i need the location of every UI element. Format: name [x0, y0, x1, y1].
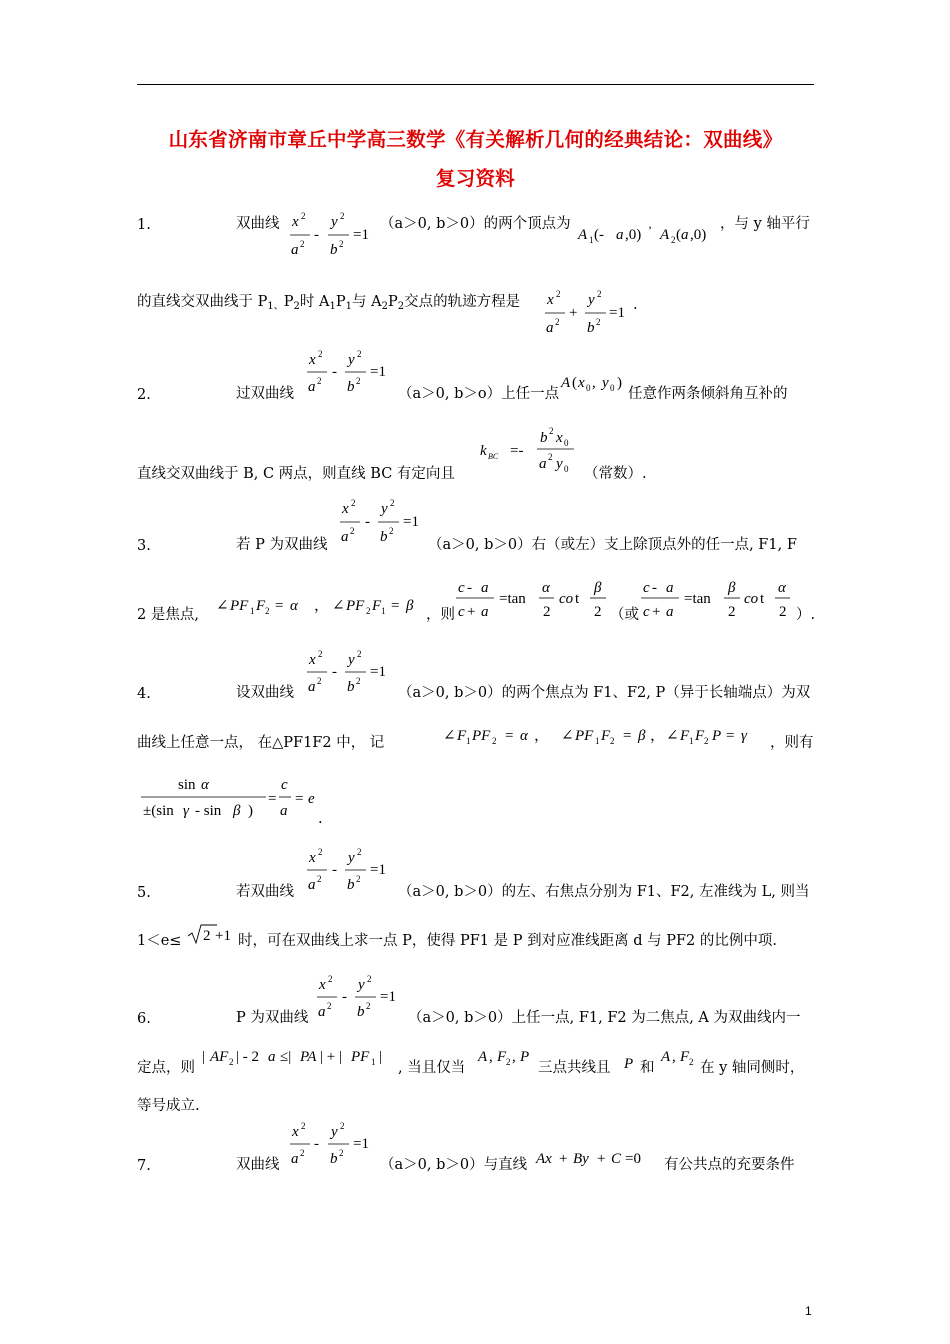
svg-text:=: = [505, 728, 514, 744]
svg-text:2: 2 [317, 376, 322, 386]
item-5-text: 时，可在双曲线上求一点 P，使得 PF1 是 P 到对应准线距离 d 与 PF2 的比例中项. [238, 933, 777, 949]
svg-text:2: 2 [350, 526, 355, 536]
svg-text:2: 2 [556, 289, 561, 299]
formula-angles-4 [443, 728, 748, 746]
svg-text:-: - [342, 989, 347, 1005]
svg-text:2: 2 [300, 1148, 305, 1158]
svg-text:=: = [275, 598, 284, 614]
svg-text:2: 2 [318, 649, 323, 659]
formula-hyperbola-7 [290, 1121, 369, 1167]
svg-text:0: 0 [564, 438, 569, 448]
svg-text:a: a [481, 604, 489, 620]
svg-text:x: x [292, 1124, 299, 1140]
svg-text:1: 1 [381, 606, 386, 616]
item-3-text: 若 P 为双曲线 [236, 537, 328, 553]
formula-hyperbola-4 [307, 649, 386, 695]
item-4-text: 曲线上任意一点， 在△PF1F2 中， 记 [137, 735, 385, 751]
item-3-number: 3. [137, 538, 151, 554]
svg-text:| + |: | + | [320, 1049, 342, 1065]
svg-text:-: - [332, 364, 337, 380]
svg-text:2: 2 [357, 649, 362, 659]
svg-text:2: 2 [367, 974, 372, 984]
svg-text:2: 2 [356, 376, 361, 386]
svg-text:-: - [467, 580, 472, 596]
svg-text:=tan: =tan [684, 591, 711, 607]
svg-text:+: + [597, 1151, 606, 1167]
svg-text:c: c [643, 580, 650, 596]
svg-text:,: , [672, 1049, 676, 1065]
formula-points-AF2 [660, 1049, 694, 1067]
svg-text:c: c [281, 777, 288, 793]
svg-text:∠: ∠ [443, 728, 456, 744]
svg-text:): ) [617, 375, 622, 391]
item-1-text: ，与 y 轴平行 [720, 216, 810, 232]
svg-text:α: α [542, 580, 550, 596]
svg-text:Ax: Ax [536, 1151, 552, 1167]
svg-text:1: 1 [589, 235, 594, 245]
svg-text:=1: =1 [370, 664, 386, 680]
item-4-text: （a＞0, b＞0）的两个焦点为 F1、F2, P（异于长轴端点）为双 [398, 685, 811, 701]
formula-eccentricity [141, 777, 315, 819]
svg-text:2: 2 [671, 235, 676, 245]
svg-text:PF: PF [575, 728, 594, 744]
svg-text:PF: PF [472, 728, 491, 744]
svg-text:2: 2 [301, 211, 306, 221]
item-2-text: 任意作两条倾斜角互补的 [628, 386, 788, 402]
svg-text:x: x [578, 375, 585, 391]
svg-text:y: y [602, 375, 609, 391]
item-3-text: （或 [610, 607, 639, 623]
doc-title: 山东省济南市章丘中学高三数学《有关解析几何的经典结论：双曲线》 [168, 128, 783, 151]
svg-text:y: y [556, 456, 563, 472]
svg-text:，: ， [314, 598, 330, 614]
svg-text:y: y [588, 292, 595, 308]
item-2-number: 2. [137, 387, 151, 403]
svg-text:2: 2 [597, 289, 602, 299]
svg-text:a: a [546, 320, 554, 336]
svg-text:+: + [652, 604, 661, 620]
item-6-text: 等号成立. [137, 1098, 200, 1114]
svg-text:a: a [291, 1151, 299, 1167]
svg-text:F: F [372, 598, 382, 614]
svg-text:2: 2 [356, 874, 361, 884]
svg-text:F: F [680, 728, 690, 744]
svg-text:2: 2 [594, 604, 602, 620]
svg-text:2: 2 [610, 736, 615, 746]
svg-text:2: 2 [318, 847, 323, 857]
svg-text:2: 2 [203, 928, 211, 944]
svg-text:P: P [712, 728, 722, 744]
item-5-text: （a＞0, b＞0）的左、右焦点分别为 F1、F2, 左准线为 L, 则当 [398, 884, 810, 900]
svg-text:+: + [569, 305, 578, 321]
item-4-text: ，则有 [770, 735, 814, 751]
svg-text:A: A [478, 1049, 488, 1065]
item-6-text: 在 y 轴同侧时， [700, 1060, 805, 1076]
formula-vertices [577, 223, 706, 245]
svg-text:a: a [308, 877, 316, 893]
svg-text:α: α [520, 728, 528, 744]
svg-text:2: 2 [390, 498, 395, 508]
svg-text:∠: ∠ [216, 598, 229, 614]
svg-text:+: + [467, 604, 476, 620]
svg-text:a: a [539, 456, 547, 472]
svg-text:(: ( [676, 227, 681, 243]
item-4-text: 设双曲线 [236, 685, 294, 701]
svg-text:2: 2 [548, 452, 553, 462]
svg-text:2: 2 [318, 349, 323, 359]
item-6-text: 定点，则 [137, 1060, 195, 1076]
svg-text:P: P [520, 1049, 530, 1065]
svg-text:2: 2 [328, 974, 333, 984]
svg-text:-: - [314, 227, 319, 243]
svg-text:2: 2 [340, 211, 345, 221]
svg-text:=tan: =tan [499, 591, 526, 607]
svg-text:=: = [726, 728, 735, 744]
svg-text:α: α [201, 777, 209, 793]
svg-text:=: = [623, 728, 632, 744]
svg-text:2: 2 [327, 1001, 332, 1011]
svg-text:±(sin: ±(sin [143, 803, 174, 819]
svg-text:=1: =1 [353, 227, 369, 243]
svg-text:2: 2 [389, 526, 394, 536]
svg-text:2: 2 [596, 317, 601, 327]
svg-text:1: 1 [595, 736, 600, 746]
svg-text:| - 2: | - 2 [236, 1049, 259, 1065]
svg-text:2: 2 [356, 676, 361, 686]
svg-text:1: 1 [371, 1057, 376, 1067]
svg-text:2: 2 [555, 317, 560, 327]
svg-text:2: 2 [366, 1001, 371, 1011]
svg-text:F: F [457, 728, 467, 744]
svg-text:2: 2 [317, 874, 322, 884]
svg-text:F: F [601, 728, 611, 744]
item-6-text: , 当且仅当 [398, 1060, 466, 1076]
svg-text:2: 2 [340, 1121, 345, 1131]
svg-text:a: a [268, 1049, 276, 1065]
svg-text:a: a [308, 679, 316, 695]
svg-text:=-: =- [510, 443, 524, 459]
svg-text:2: 2 [704, 736, 709, 746]
formula-hyperbola-3 [340, 498, 419, 545]
svg-text:F: F [256, 598, 266, 614]
svg-text:|: | [202, 1049, 206, 1065]
svg-text:k: k [480, 443, 487, 459]
svg-text:x: x [292, 214, 299, 230]
doc-subtitle: 复习资料 [435, 167, 516, 190]
item-5-number: 5. [137, 885, 151, 901]
svg-text:2: 2 [300, 239, 305, 249]
svg-text:F: F [680, 1049, 690, 1065]
svg-text:- sin: - sin [195, 803, 222, 819]
svg-text:b: b [540, 430, 548, 446]
svg-text:=1: =1 [353, 1136, 369, 1152]
svg-text:2: 2 [549, 426, 554, 436]
svg-text:y: y [381, 501, 388, 517]
svg-text:1: 1 [250, 606, 255, 616]
svg-text:y: y [348, 652, 355, 668]
svg-text:+1: +1 [215, 928, 231, 944]
svg-text:2: 2 [339, 239, 344, 249]
svg-text:α: α [778, 580, 786, 596]
formula-hyperbola-1 [290, 211, 369, 258]
svg-text:=1: =1 [370, 364, 386, 380]
svg-text:β: β [594, 580, 602, 596]
formula-inequality [202, 1049, 382, 1067]
svg-text:2: 2 [229, 1057, 234, 1067]
svg-text:+: + [559, 1151, 568, 1167]
item-7-text: 有公共点的充要条件 [664, 1157, 795, 1173]
svg-text:a: a [681, 227, 689, 243]
svg-text:2: 2 [779, 604, 787, 620]
item-6-text: 三点共线且 [538, 1060, 611, 1076]
svg-text:2: 2 [689, 1057, 694, 1067]
svg-text:2: 2 [543, 604, 551, 620]
svg-text:|: | [379, 1049, 383, 1065]
svg-text:α: α [290, 598, 298, 614]
svg-text:0: 0 [586, 383, 591, 393]
item-2-text: （常数）. [584, 466, 647, 482]
item-1-text: （a＞0, b＞0）的两个顶点为 [380, 216, 571, 232]
svg-text:y: y [331, 214, 338, 230]
svg-text:b: b [347, 679, 355, 695]
svg-text:=1: =1 [380, 989, 396, 1005]
svg-text:2: 2 [265, 606, 270, 616]
svg-text:γ: γ [183, 803, 189, 819]
formula-hyperbola-5 [307, 847, 386, 893]
svg-text:b: b [330, 242, 338, 258]
item-7-text: 双曲线 [236, 1157, 280, 1173]
svg-text:c: c [458, 580, 465, 596]
svg-text:b: b [347, 379, 355, 395]
item-6-text: （a＞0, b＞0）上任一点, F1, F2 为二焦点, A 为双曲线内一 [408, 1010, 801, 1026]
svg-text:PF: PF [346, 598, 365, 614]
svg-text:y: y [348, 352, 355, 368]
svg-text:A: A [561, 375, 571, 391]
item-3-text: ，则 [426, 607, 455, 623]
svg-text:a: a [308, 379, 316, 395]
svg-text:A: A [660, 227, 670, 243]
svg-text:2: 2 [357, 349, 362, 359]
formula-locus [545, 289, 625, 336]
formula-line [535, 1151, 641, 1167]
item-5-text: 若双曲线 [236, 884, 294, 900]
item-5-text: 1＜e≤ [137, 933, 182, 949]
svg-text:-: - [365, 514, 370, 530]
svg-text:b: b [330, 1151, 338, 1167]
svg-text:∠: ∠ [561, 728, 574, 744]
svg-text:-: - [332, 862, 337, 878]
formula-point-P [623, 1056, 633, 1072]
item-4-text: . [318, 811, 323, 827]
svg-text:x: x [342, 501, 349, 517]
svg-text:F: F [695, 728, 705, 744]
svg-text:a: a [341, 529, 349, 545]
svg-text:2: 2 [728, 604, 736, 620]
svg-text:x: x [319, 977, 326, 993]
page-number: 1 [805, 1304, 812, 1318]
svg-text:c: c [643, 604, 650, 620]
svg-text:，: ， [534, 728, 550, 744]
svg-text:’: ’ [648, 223, 652, 237]
svg-text:2: 2 [357, 847, 362, 857]
svg-text:A: A [661, 1049, 671, 1065]
svg-text:AF: AF [210, 1049, 229, 1065]
svg-text:β: β [233, 803, 241, 819]
svg-text:x: x [309, 652, 316, 668]
item-1-number: 1. [137, 217, 151, 233]
formula-angles-3 [216, 598, 414, 616]
svg-text:=0: =0 [625, 1151, 641, 1167]
item-2-text: 直线交双曲线于 B, C 两点，则直线 BC 有定向且 [137, 466, 455, 482]
svg-text:(-: (- [594, 227, 604, 243]
formula-tan-2 [641, 580, 790, 620]
item-3-text: ）. [796, 607, 816, 623]
svg-text:=: = [268, 791, 277, 807]
svg-text:a: a [666, 580, 674, 596]
svg-text:x: x [309, 850, 316, 866]
svg-text:2: 2 [351, 498, 356, 508]
svg-text:PF: PF [351, 1049, 370, 1065]
svg-text:x: x [547, 292, 554, 308]
svg-text:1: 1 [466, 736, 471, 746]
svg-text:PF: PF [230, 598, 249, 614]
item-2-text: （a＞0, b＞o）上任一点 [398, 386, 560, 402]
svg-text:x: x [309, 352, 316, 368]
svg-text:sin: sin [178, 777, 196, 793]
svg-text:,: , [512, 1049, 516, 1065]
svg-text:，: ， [650, 728, 666, 744]
svg-text:A: A [578, 227, 588, 243]
svg-text:a: a [481, 580, 489, 596]
item-6-number: 6. [137, 1011, 151, 1027]
svg-text:co: co [559, 591, 574, 607]
svg-text:=: = [391, 598, 400, 614]
svg-text:,: , [489, 1049, 493, 1065]
svg-text:y: y [348, 850, 355, 866]
svg-text:e: e [308, 791, 315, 807]
item-7-text: （a＞0, b＞0）与直线 [380, 1157, 528, 1173]
svg-text:co: co [744, 591, 759, 607]
item-1-text: . [633, 297, 638, 313]
svg-text:a: a [291, 242, 299, 258]
item-1-text: 双曲线 [236, 216, 280, 232]
svg-text:a: a [666, 604, 674, 620]
svg-text:-: - [314, 1136, 319, 1152]
svg-text:=1: =1 [370, 862, 386, 878]
svg-text:∠: ∠ [666, 728, 679, 744]
formula-hyperbola-6 [317, 974, 396, 1020]
svg-text:y: y [358, 977, 365, 993]
svg-text:,0): ,0) [625, 227, 642, 243]
svg-text:1: 1 [689, 736, 694, 746]
svg-text:=1: =1 [609, 305, 625, 321]
svg-text:t: t [760, 591, 765, 607]
svg-text:a: a [280, 803, 288, 819]
item-3-text: 2 是焦点, [137, 607, 199, 623]
svg-text:F: F [497, 1049, 507, 1065]
svg-text:2: 2 [506, 1057, 511, 1067]
svg-text:2: 2 [492, 736, 497, 746]
svg-text:b: b [587, 320, 595, 336]
svg-text:C: C [611, 1151, 622, 1167]
svg-text:=: = [295, 791, 304, 807]
svg-text:y: y [331, 1124, 338, 1140]
svg-text:t: t [575, 591, 580, 607]
svg-text:2: 2 [301, 1121, 306, 1131]
item-2-text: 过双曲线 [236, 386, 294, 402]
svg-text:,: , [592, 375, 596, 391]
svg-text:b: b [347, 877, 355, 893]
item-3-text: （a＞0, b＞0）右（或左）支上除顶点外的任一点, F1, F [428, 537, 797, 553]
formula-points-AF2P [477, 1049, 529, 1067]
svg-text:-: - [332, 664, 337, 680]
svg-text:0: 0 [610, 383, 615, 393]
svg-text:): ) [248, 803, 253, 819]
svg-text:a: a [616, 227, 624, 243]
svg-text:a: a [318, 1004, 326, 1020]
svg-text:≤|: ≤| [280, 1049, 292, 1065]
item-7-number: 7. [137, 1158, 151, 1174]
svg-text:∠: ∠ [332, 598, 345, 614]
formula-tan-1 [456, 580, 606, 620]
svg-text:β: β [406, 598, 414, 614]
svg-text:γ: γ [741, 728, 747, 744]
svg-text:P: P [624, 1056, 634, 1072]
svg-text:PA: PA [300, 1049, 317, 1065]
svg-text:b: b [380, 529, 388, 545]
item-6-text: P 为双曲线 [236, 1010, 309, 1026]
svg-text:2: 2 [366, 606, 371, 616]
svg-text:2: 2 [317, 676, 322, 686]
formula-hyperbola-2 [307, 349, 386, 395]
svg-text:,0): ,0) [690, 227, 707, 243]
formula-slope-BC [480, 426, 574, 474]
svg-text:x: x [556, 430, 563, 446]
svg-text:β: β [638, 728, 646, 744]
item-1-text: 的直线交双曲线于 $P_{1、}P_2$时 $A_1P_1$与 $A_2P_2$交点的轨迹方程是 [137, 294, 521, 312]
item-6-text: 和 [640, 1060, 655, 1076]
formula-point-A [560, 375, 622, 393]
svg-text:c: c [458, 604, 465, 620]
item-4-number: 4. [137, 686, 151, 702]
svg-text:By: By [573, 1151, 589, 1167]
svg-text:β: β [728, 580, 736, 596]
svg-text:b: b [357, 1004, 365, 1020]
svg-text:BC: BC [488, 452, 499, 461]
formula-sqrt2-plus-1 [188, 925, 231, 944]
svg-text:2: 2 [339, 1148, 344, 1158]
svg-text:0: 0 [564, 464, 569, 474]
svg-text:(: ( [572, 375, 577, 391]
svg-text:=1: =1 [403, 514, 419, 530]
svg-text:-: - [652, 580, 657, 596]
